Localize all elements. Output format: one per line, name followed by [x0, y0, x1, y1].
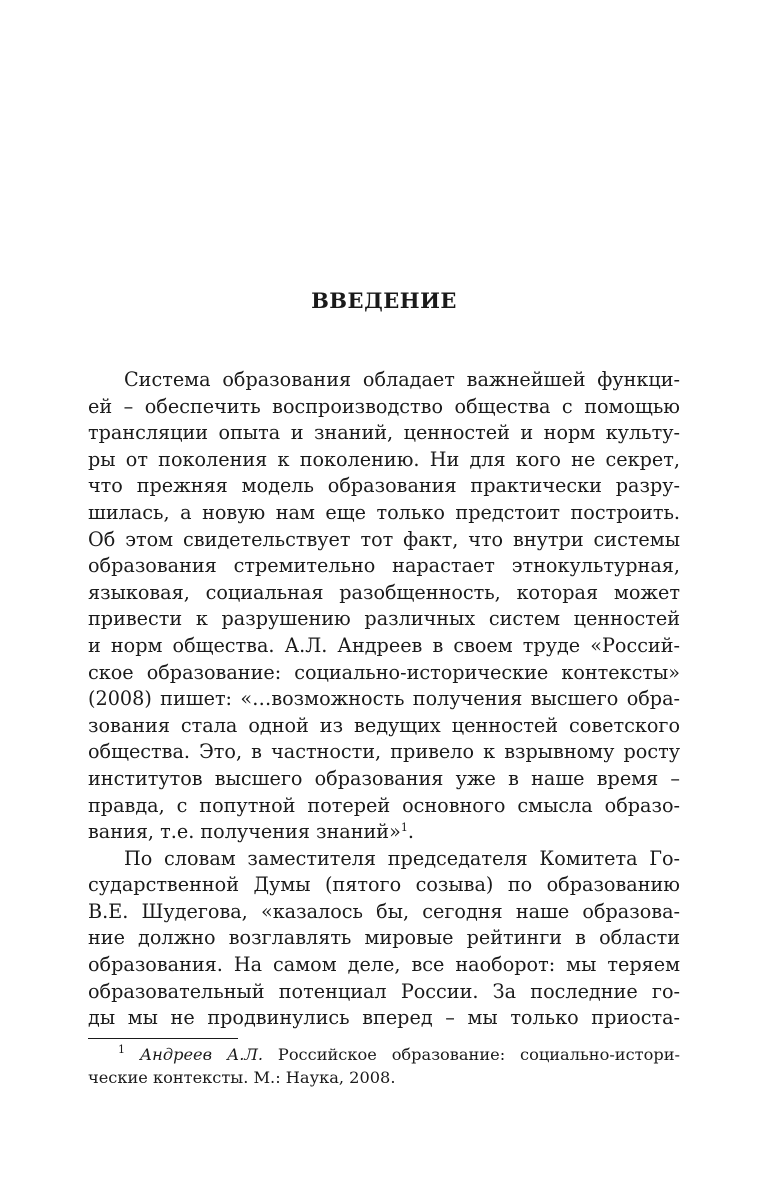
- text-line: общества. Это, в частности, привело к взрывному росту: [88, 740, 680, 764]
- text-line: институтов высшего образования уже в наше время –: [88, 766, 680, 790]
- text-line: образовательный потенциал России. За последние го-: [88, 979, 680, 1003]
- footnote-author: Андреев А.Л.: [139, 1045, 264, 1064]
- chapter-title: ВВЕДЕНИЕ: [311, 288, 457, 313]
- text-line: По словам заместителя председателя Комитета Го-: [124, 846, 680, 870]
- text-line: правда, с попутной потерей основного смысла образо-: [88, 793, 680, 817]
- text-line: зования стала одной из ведущих ценностей советского: [88, 713, 680, 737]
- paragraph-2: [88, 846, 680, 1032]
- text-line: привести к разрушению различных систем ценностей: [88, 607, 680, 631]
- text-line: образования. На самом деле, все наоборот: мы теряем: [88, 953, 680, 977]
- paragraph-1: [88, 367, 680, 846]
- main-text: [88, 367, 680, 1032]
- footnote-line: ческие контексты. М.: Наука, 2008.: [88, 1068, 396, 1087]
- text-line: ей – обеспечить воспроизводство общества с помощью: [88, 394, 680, 418]
- text-line: шилась, а новую нам еще только предстоит построить.: [88, 500, 680, 524]
- text-line: ское образование: социально-исторические контексты»: [88, 660, 680, 684]
- text-line: (2008) пишет: «…возможность получения высшего обра-: [88, 687, 680, 711]
- text-line: ды мы не продвинулись вперед – мы только приоста-: [88, 1006, 680, 1030]
- text-line: сударственной Думы (пятого созыва) по образованию: [88, 873, 680, 897]
- footnote-line: [88, 1043, 680, 1066]
- text-fragment: .: [407, 820, 414, 844]
- text-line: языковая, социальная разобщенность, которая может: [88, 580, 680, 604]
- footnote-reference[interactable]: 1: [400, 821, 408, 835]
- footnote-text: Российское образование: социально-истори-: [263, 1045, 680, 1064]
- footnote-number: 1: [118, 1043, 125, 1056]
- text-line: образования стремительно нарастает этнокультурная,: [88, 554, 680, 578]
- text-line: В.Е. Шудегова, «казалось бы, сегодня наше образова-: [88, 899, 680, 923]
- text-line: Об этом свидетельствует тот факт, что внутри системы: [88, 527, 680, 551]
- text-line: что прежняя модель образования практически разру-: [88, 474, 680, 498]
- footnotes: [88, 1043, 680, 1089]
- text-line: ние должно возглавлять мировые рейтинги в области: [88, 926, 680, 950]
- footnote-divider: [88, 1038, 238, 1039]
- text-line: ры от поколения к поколению. Ни для кого не секрет,: [88, 447, 680, 471]
- text-line: трансляции опыта и знаний, ценностей и норм культу-: [88, 421, 680, 445]
- text-line: Система образования обладает важнейшей функци-: [124, 368, 680, 391]
- text-line: [88, 819, 680, 846]
- text-fragment: вания, т.е. получения знаний»: [88, 820, 401, 844]
- text-line: и норм общества. А.Л. Андреев в своем труде «Россий-: [88, 633, 680, 657]
